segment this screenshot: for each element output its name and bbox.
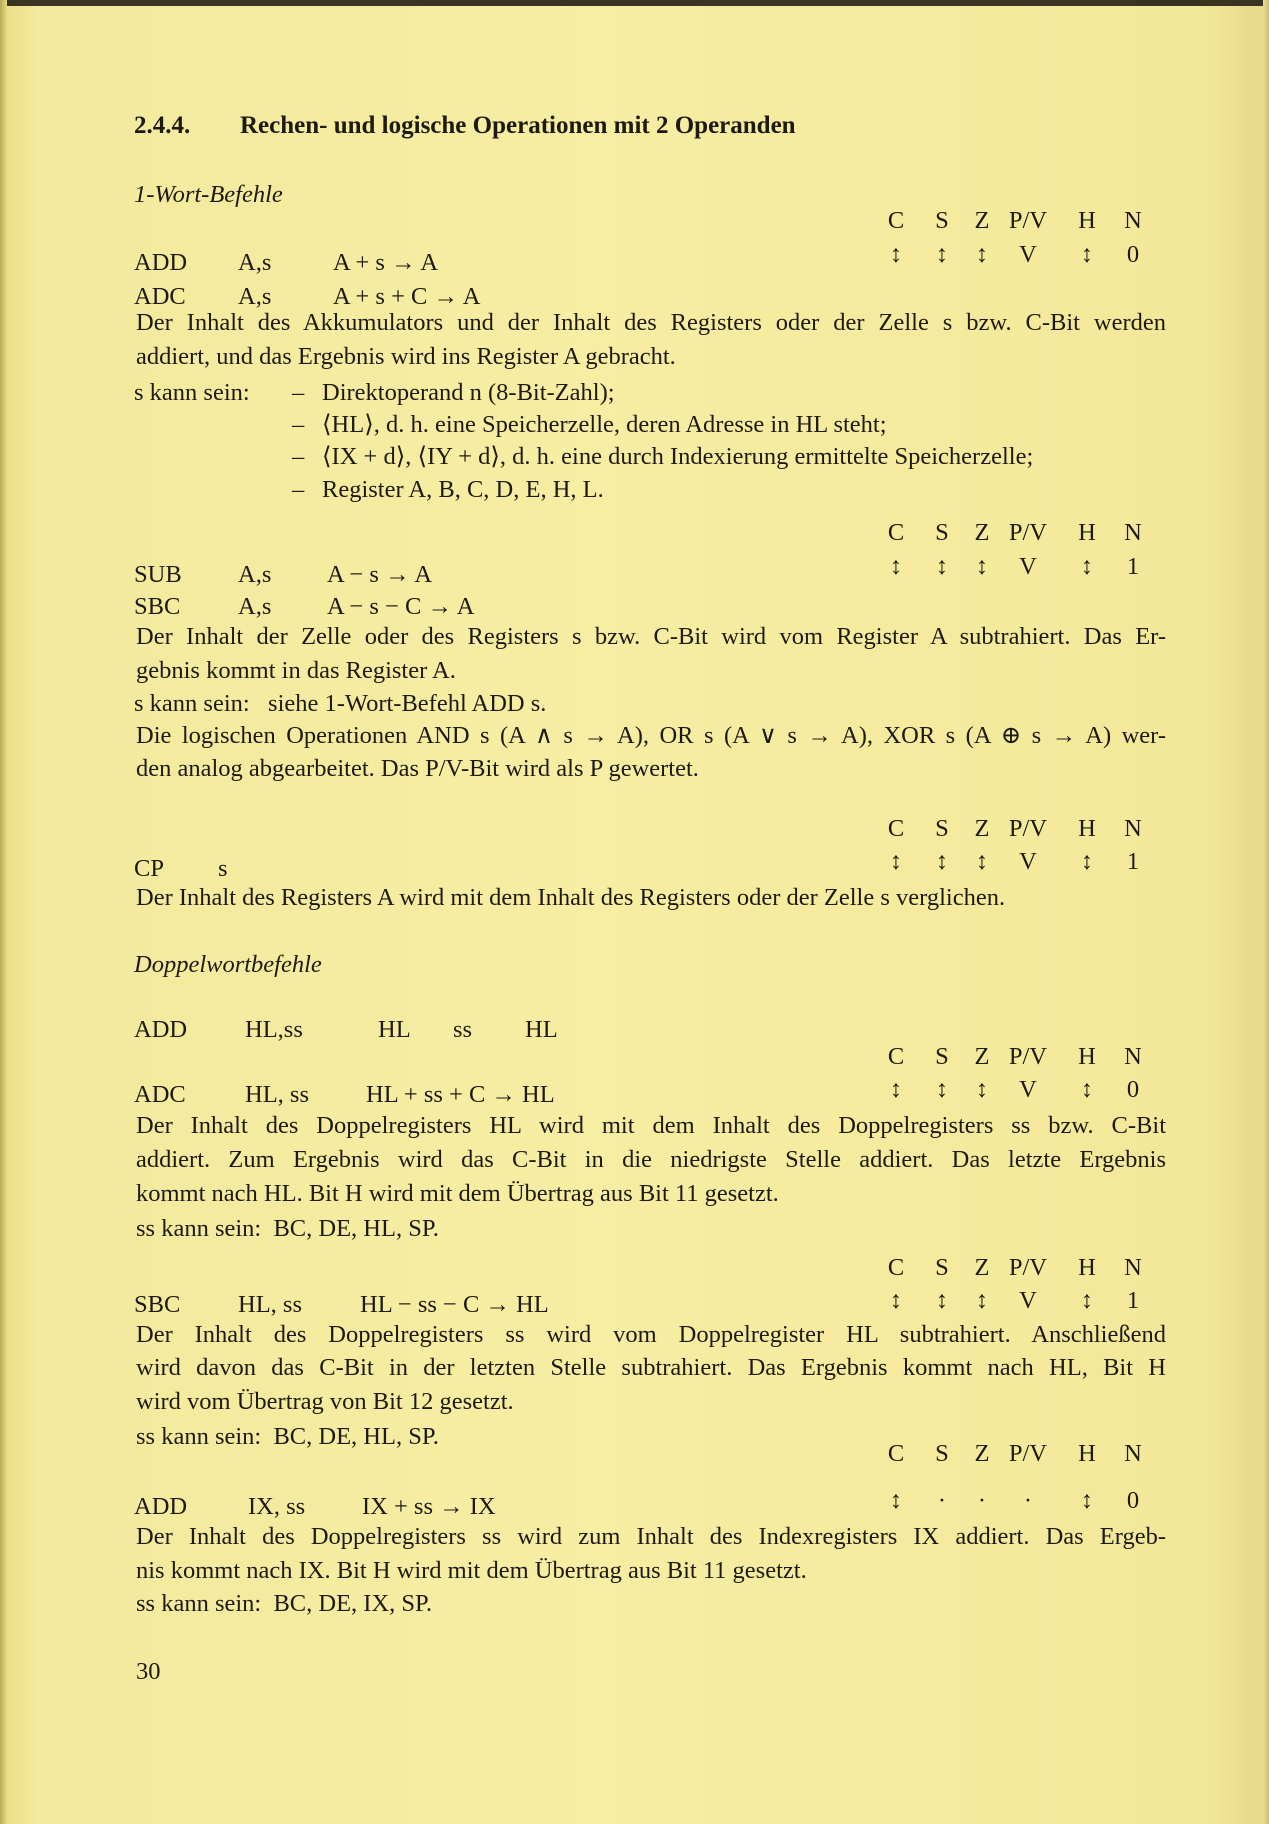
paragraph-line: gebnis kommt in das Register A. bbox=[136, 657, 456, 684]
option-item: ⟨IX + d⟩, ⟨IY + d⟩, d. h. eine durch Indexierung ermittelte Speicherzelle; bbox=[322, 443, 1034, 470]
option-item: Register A, B, C, D, E, H, L. bbox=[322, 476, 604, 503]
mnemonic-add-ix: ADD bbox=[134, 1493, 188, 1520]
operation-add-hl: HL bbox=[525, 1016, 558, 1043]
operands-sub: A,s bbox=[238, 561, 272, 588]
paragraph-line: kommt nach HL. Bit H wird mit dem Übertrag aus Bit 11 gesetzt. bbox=[136, 1180, 779, 1207]
page-top-edge bbox=[0, 0, 1269, 6]
operation-adc: A + s + C → A bbox=[333, 283, 481, 310]
flag-header: C S Z P/V H N bbox=[887, 1254, 1142, 1281]
operation-add-hl: ss bbox=[453, 1016, 473, 1043]
paragraph-line: ss kann sein: BC, DE, IX, SP. bbox=[136, 1590, 433, 1617]
page-right-edge bbox=[1263, 0, 1269, 1824]
mnemonic-adc-hl: ADC bbox=[134, 1081, 186, 1108]
paragraph-line: ss kann sein: BC, DE, HL, SP. bbox=[136, 1215, 439, 1242]
list-dash: – bbox=[292, 411, 305, 438]
page-number: 30 bbox=[136, 1658, 161, 1685]
can-be-label: s kann sein: bbox=[134, 379, 250, 406]
paragraph-line: wird vom Übertrag von Bit 12 gesetzt. bbox=[136, 1388, 514, 1415]
paragraph-line: Der Inhalt des Registers A wird mit dem Inhalt des Registers oder der Zelle s verglichen. bbox=[136, 884, 1006, 911]
mnemonic-sbc-hl: SBC bbox=[134, 1291, 181, 1318]
paragraph-line: Der Inhalt des Doppelregisters ss wird vom Doppelregister HL subtrahiert. Anschließend bbox=[136, 1321, 1166, 1348]
paragraph-line: Der Inhalt des Doppelregisters HL wird mit dem Inhalt des Doppelregisters ss bzw. C-Bit bbox=[136, 1112, 1166, 1139]
mnemonic-sbc: SBC bbox=[134, 593, 181, 620]
operation-sub: A − s → A bbox=[327, 561, 433, 588]
mnemonic-sub: SUB bbox=[134, 561, 182, 588]
operands-add: A,s bbox=[238, 249, 272, 276]
operands-add-hl: HL,ss bbox=[245, 1016, 303, 1043]
paragraph-line: Der Inhalt des Akkumulators und der Inhalt des Registers oder der Zelle s bzw. C-Bit werden bbox=[136, 309, 1166, 336]
paragraph-line: nis kommt nach IX. Bit H wird mit dem Übertrag aus Bit 11 gesetzt. bbox=[136, 1557, 807, 1584]
flag-header: C S Z P/V H N bbox=[887, 207, 1142, 234]
operands-sbc: A,s bbox=[238, 593, 272, 620]
section-title: Rechen- und logische Operationen mit 2 Operanden bbox=[240, 112, 796, 139]
list-dash: – bbox=[292, 476, 305, 503]
mnemonic-add: ADD bbox=[134, 249, 188, 276]
operands-cp: s bbox=[218, 855, 228, 882]
option-item: ⟨HL⟩, d. h. eine Speicherzelle, deren Adresse in HL steht; bbox=[322, 411, 887, 438]
operation-add: A + s → A bbox=[333, 249, 439, 276]
operands-adc-hl: HL, ss bbox=[245, 1081, 309, 1108]
operation-add-ix: IX + ss → IX bbox=[362, 1493, 496, 1520]
subheading-one-word: 1-Wort-Befehle bbox=[134, 181, 283, 208]
mnemonic-add-hl: ADD bbox=[134, 1016, 188, 1043]
flag-values-sub: ↕ ↕ ↕ V ↕ 1 bbox=[889, 553, 1140, 580]
flag-header: C S Z P/V H N bbox=[887, 1440, 1142, 1467]
mnemonic-cp: CP bbox=[134, 855, 164, 882]
option-item: Direktoperand n (8-Bit-Zahl); bbox=[322, 379, 615, 406]
mnemonic-adc: ADC bbox=[134, 283, 186, 310]
paragraph-line: Die logischen Operationen AND s (A ∧ s → A), OR s (A ∨ s → A), XOR s (A ⊕ s → A) wer- bbox=[136, 722, 1166, 749]
operands-adc: A,s bbox=[238, 283, 272, 310]
section-number: 2.4.4. bbox=[134, 112, 191, 139]
paragraph-line: wird davon das C-Bit in der letzten Stelle subtrahiert. Das Ergebnis kommt nach HL, Bit H bbox=[136, 1354, 1166, 1381]
paragraph-line: addiert. Zum Ergebnis wird das C-Bit in die niedrigste Stelle addiert. Das letzte Ergebnis bbox=[136, 1146, 1166, 1173]
paragraph-line: addiert, und das Ergebnis wird ins Register A gebracht. bbox=[136, 343, 676, 370]
paragraph-line: den analog abgearbeitet. Das P/V-Bit wird als P gewertet. bbox=[136, 755, 699, 782]
flag-values-add: ↕ ↕ ↕ V ↕ 0 bbox=[889, 241, 1140, 268]
flag-header: C S Z P/V H N bbox=[887, 815, 1142, 842]
subheading-double-word: Doppelwortbefehle bbox=[134, 951, 322, 978]
flag-values-sbc-hl: ↕ ↕ ↕ V ↕ 1 bbox=[889, 1287, 1140, 1314]
list-dash: – bbox=[292, 379, 305, 406]
flag-values-adc-hl: ↕ ↕ ↕ V ↕ 0 bbox=[889, 1076, 1140, 1103]
operands-sbc-hl: HL, ss bbox=[238, 1291, 302, 1318]
flag-values-cp: ↕ ↕ ↕ V ↕ 1 bbox=[889, 848, 1140, 875]
page-left-edge bbox=[0, 0, 7, 1824]
paragraph-line: Der Inhalt des Doppelregisters ss wird zum Inhalt des Indexregisters IX addiert. Das Ergeb- bbox=[136, 1523, 1166, 1550]
operation-sbc: A − s − C → A bbox=[327, 593, 475, 620]
flag-header: C S Z P/V H N bbox=[887, 1043, 1142, 1070]
paragraph-line: Der Inhalt der Zelle oder des Registers s bzw. C-Bit wird vom Register A subtrahiert. Das Er- bbox=[136, 623, 1166, 650]
paragraph-line: s kann sein: siehe 1-Wort-Befehl ADD s. bbox=[134, 690, 547, 717]
flag-values-add-ix: ↕ · · · ↕ 0 bbox=[889, 1487, 1140, 1514]
operation-add-hl: HL bbox=[378, 1016, 411, 1043]
list-dash: – bbox=[292, 443, 305, 470]
flag-header: C S Z P/V H N bbox=[887, 519, 1142, 546]
paragraph-line: ss kann sein: BC, DE, HL, SP. bbox=[136, 1423, 439, 1450]
operands-add-ix: IX, ss bbox=[248, 1493, 306, 1520]
operation-adc-hl: HL + ss + C → HL bbox=[366, 1081, 555, 1108]
operation-sbc-hl: HL − ss − C → HL bbox=[360, 1291, 549, 1318]
